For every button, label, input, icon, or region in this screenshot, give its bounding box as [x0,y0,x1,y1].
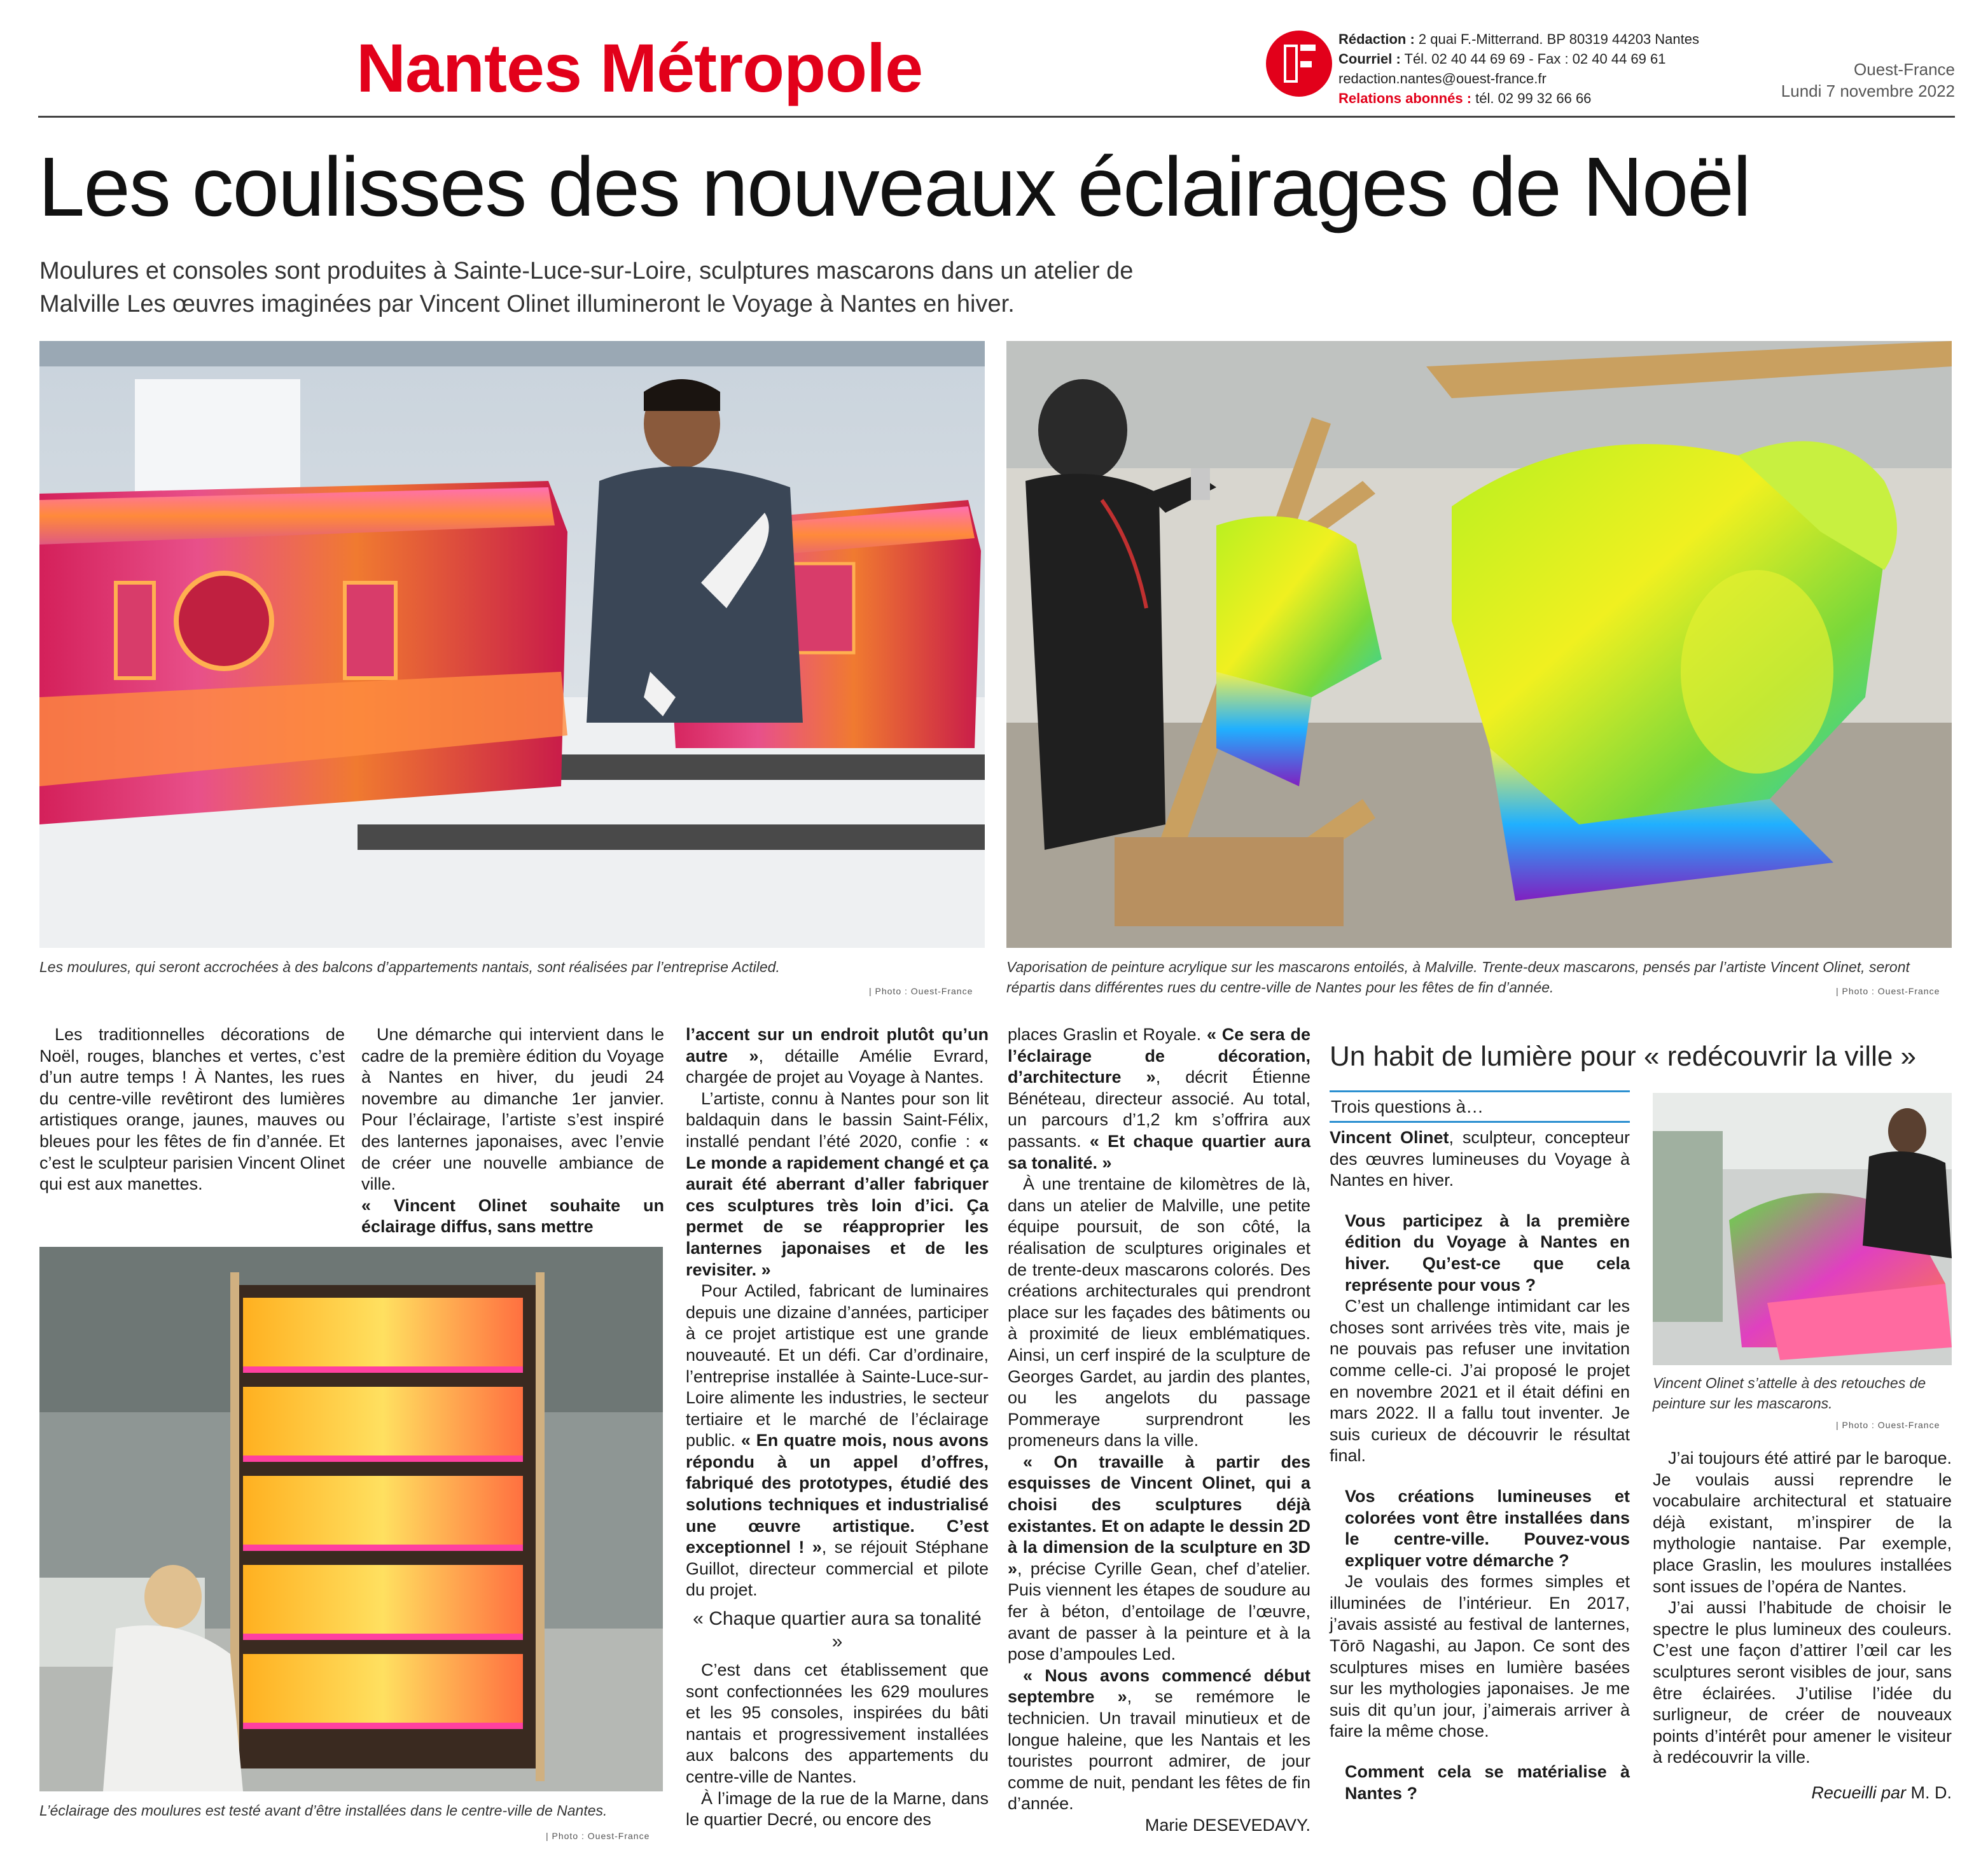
interview-column-2 [1653,1448,1952,1804]
section-title: Nantes Métropole [356,29,923,106]
photo1-caption: Les moulures, qui seront accrochées à des balcons d’appartements nantais, sont réalisées par l’entreprise Actiled. [39,959,780,975]
photo-olinet-retouches [1653,1093,1952,1365]
photo3-caption: L’éclairage des moulures est testé avant d’être installées dans le centre-ville de Nantes. [39,1802,608,1819]
article-column-3: l’accent sur un endroit plutôt qu’un autre », détaille Amélie Evrard, chargée de projet au Voyage à Nantes. L’artiste, connu à Nantes pour son lit baldaquin dans le bassin Saint-Félix, installé pendant l’été 2020, confie : « Le monde a rapidement changé et ça aurait été aberrant d’aller fabriquer ces sculptures très loin d’ici. Ça permet de se réapproprier les lanternes japonaises et de les revisiter. » Pour Actiled, fabricant de luminaires depuis une dizaine d’années, participer à ce projet artistique est une grande nouveauté. Et un défi. Car d’ordinaire, l’entreprise installée à Sainte-Luce-sur-Loire alimente les industries, le secteur tertiaire et le marché de l’éclairage public. « En quatre mois, nous avons répondu à un appel d’offres, fabriqué des prototypes, étudié des solutions techniques et industrialisé une œuvre artistique. C’est exceptionnel ! », se réjouit Stéphane Guillot, directeur commercial et pilote du projet. « Chaque quartier aura sa tonalité » C’est dans cet établissement que sont confectionnées les 629 moulures et les 95 consoles, inspirées du bâti nantais et progressivement installées aux balcons des appartements du centre-ville de Nantes. À l’image de la rue de la Marne, dans le quartier Decré, ou encore des [686,1025,989,1830]
answer-3b: J’ai aussi l’habitude de choisir le spectre le plus lumineux des couleurs. C’est une façon d’attirer l’œil car les sculptures seront visibles de jour, sans être éclairées. J’utilise l’idée du surligneur, de créer de nouveaux points d’intérêt pour amener le visiteur à redécouvrir la ville. [1653,1598,1952,1767]
interview-kicker: Trois questions à… [1331,1097,1484,1116]
interview-signature: Recueilli par M. D. [1811,1782,1952,1802]
interview-rule [1330,1090,1630,1092]
photo3-credit: | Photo : Ouest-France [546,1831,650,1841]
photo2-credit: | Photo : Ouest-France [1836,986,1940,996]
publication-date: Lundi 7 novembre 2022 [1781,81,1955,101]
question-3: Comment cela se matérialise à Nantes ? [1345,1762,1630,1803]
interview-rule-2 [1330,1121,1630,1123]
email-address: redaction.nantes@ouest-france.fr [1338,71,1547,87]
photo-moulures-test [39,1247,663,1791]
article-headline: Les coulisses des nouveaux éclairages de Noël [38,140,1751,233]
question-1: Vous participez à la première édition du Voyage à Nantes en hiver. Qu’est-ce que cela représente pour vous ? [1345,1211,1630,1295]
photo4-credit: | Photo : Ouest-France [1836,1420,1940,1430]
interview-title: Un habit de lumière pour « redécouvrir la ville » [1330,1041,1917,1072]
answer-1: C’est un challenge intimidant car les choses sont arrivées très vite, mais je ne pouvais pas refuser une invitation comme celle-ci. J’ai proposé le projet en novembre 2021 et il était défini en mars 2022. Il a fallu tout inventer. Je suis curieux de découvrir le résultat final. [1330,1296,1630,1466]
article-subhead: Moulures et consoles sont produites à Sainte-Luce-sur-Loire, sculptures mascarons dans un atelier de Malville Les œuvres imaginées par Vincent Olinet illumineront le Voyage à Nantes en hiver. [39,258,1134,317]
lit-moulures-rack [230,1272,545,1781]
author-signature: Marie DESEVEDAVY. [1144,1815,1310,1835]
photo2-caption: Vaporisation de peinture acrylique sur les mascarons entoilés, à Malville. Trente-deux mascarons, pensés par l’artiste Vincent Olinet, seront répartis dans différentes rues du centre-ville de Nantes pour les fêtes de fin d’année. [1006,959,1910,996]
photo-moulures-workshop [39,341,985,948]
answer-2: Je voulais des formes simples et illuminées de l’intérieur. En 2017, j’avais assisté au festival de lanternes, Tōrō Nagashi, au Japon. Ce sont des sculptures mises en lumière basées sur les mythologies japonaises. Je me suis dit qu’un jour, j’aimerais arriver à faire la même chose. [1330,1572,1630,1741]
photo-mascarons-spray [1006,341,1952,948]
pull-quote: « Chaque quartier aura sa tonalité » [693,1608,982,1653]
interview-column-1: Vincent Olinet, sculpteur, concepteur des œuvres lumineuses du Voyage à Nantes en hiver. Vous participez à la première édition du Voyage à Nantes en hiver. Qu’est-ce que cela représente pour vous ? C’est un challenge intimidant car les choses sont arrivées très vite, mais je ne pouvais pas refuser une invitation comme celle-ci. J’ai proposé le projet en novembre 2021 et il était défini en mars 2022. Il a fallu tout inventer. Je suis curieux de découvrir le résultat final. Vos créations lumineuses et colorées vont être installées dans le centre-ville. Pouvez-vous expliquer votre démarche ? Je voulais des formes simples et illuminées de l’intérieur. En 2017, j’avais assisté au festival de lanternes, Tōrō Nagashi, au Japon. Ce sont des sculptures mises en lumière basées sur les mythologies japonaises. Je me suis dit qu’un jour, j’aimerais arriver à faire la même chose. Comment cela se matérialise à Nantes ? [1330,1127,1630,1804]
publication-name: Ouest-France [1854,60,1955,79]
article-column-4: places Graslin et Royale. « Ce sera de l’éclairage de décoration, d’architecture », décrit Étienne Bénéteau, directeur associé. Au total, un parcours d’1,2 km s’offrira aux passants. « Et chaque quartier aura sa tonalité. » À une trentaine de kilomètres de là, dans un atelier de Malville, une petite équipe poursuit, de son côté, la réalisation de sculptures originales et de trente-deux mascarons colorés. Des créations architecturales qui prendront place sur les façades des bâtiments ou à proximité de lieux emblématiques. Ainsi, un cerf inspiré de la sculpture de Georges Gardet, au jardin des plantes, ou les angelots du passage Pommeraye surprendront les promeneurs dans la ville. « On travaille à partir des esquisses de Vincent Olinet, qui a choisi des sculptures déjà existantes. Et on adapte le dessin 2D à la dimension de la sculpture en 3D », précise Cyrille Gean, chef d’atelier. Puis viennent les étapes de soudure au fer à béton, d’entoilage de l’œuvre, avant de passer à la peinture et à la pose d’ampoules Led. « Nous avons commencé début septembre », se remémore le technicien. Un travail minutieux et de longue haleine, que les Nantais et les touristes pourront admirer, de jour comme de nuit, pendant les fêtes de fin d’année. Marie DESEVEDAVY. [1008,1024,1310,1837]
publication-info [1781,59,1955,102]
answer-3a: J’ai toujours été attiré par le baroque. Je voulais aussi reprendre le vocabulaire architectural et statuaire déjà existant, m’inspirer de la mythologie nantaise. Par exemple, place Graslin, les moulures installées sont issues de l’opéra de Nantes. [1653,1449,1952,1596]
contact-block: Rédaction : 2 quai F.-Mitterrand. BP 80319 44203 Nantes Courriel : Tél. 02 40 44 69 69 - Fax : 02 40 44 69 61 redaction.nantes@ouest-france.fr Relations abonnés : tél. 02 99 32 66 66 [1338,31,1700,106]
header-rule [38,116,1955,118]
photo4-caption-text: Vincent Olinet s’attelle à des retouches de peinture sur les mascarons. [1653,1375,1926,1412]
photo1-credit: | Photo : Ouest-France [869,986,973,996]
article-column-1: Les traditionnelles décorations de Noël, rouges, blanches et vertes, c’est d’un autre temps ! À Nantes, les rues du centre-ville revêtiront des lumières artistiques orange, jaunes, mauves ou bleues pour les fêtes de fin d’année. Et c’est le sculpteur parisien Vincent Olinet qui est aux manettes. [39,1025,345,1194]
ouest-france-logo [1266,31,1332,97]
question-2: Vos créations lumineuses et colorées vont être installées dans le centre-ville. Pouvez-vous expliquer votre démarche ? [1345,1486,1630,1570]
logo-mark-icon [1284,45,1316,83]
article-column-2: Une démarche qui intervient dans le cadre de la première édition du Voyage à Nantes en hiver, du jeudi 24 novembre au dimanche 1er janvier. Pour l’éclairage, l’artiste s’est inspiré des lanternes japonaises, avec l’envie de créer une nouvelle ambiance de ville. « Vincent Olinet souhaite un éclairage diffus, sans mettre [361,1025,664,1237]
